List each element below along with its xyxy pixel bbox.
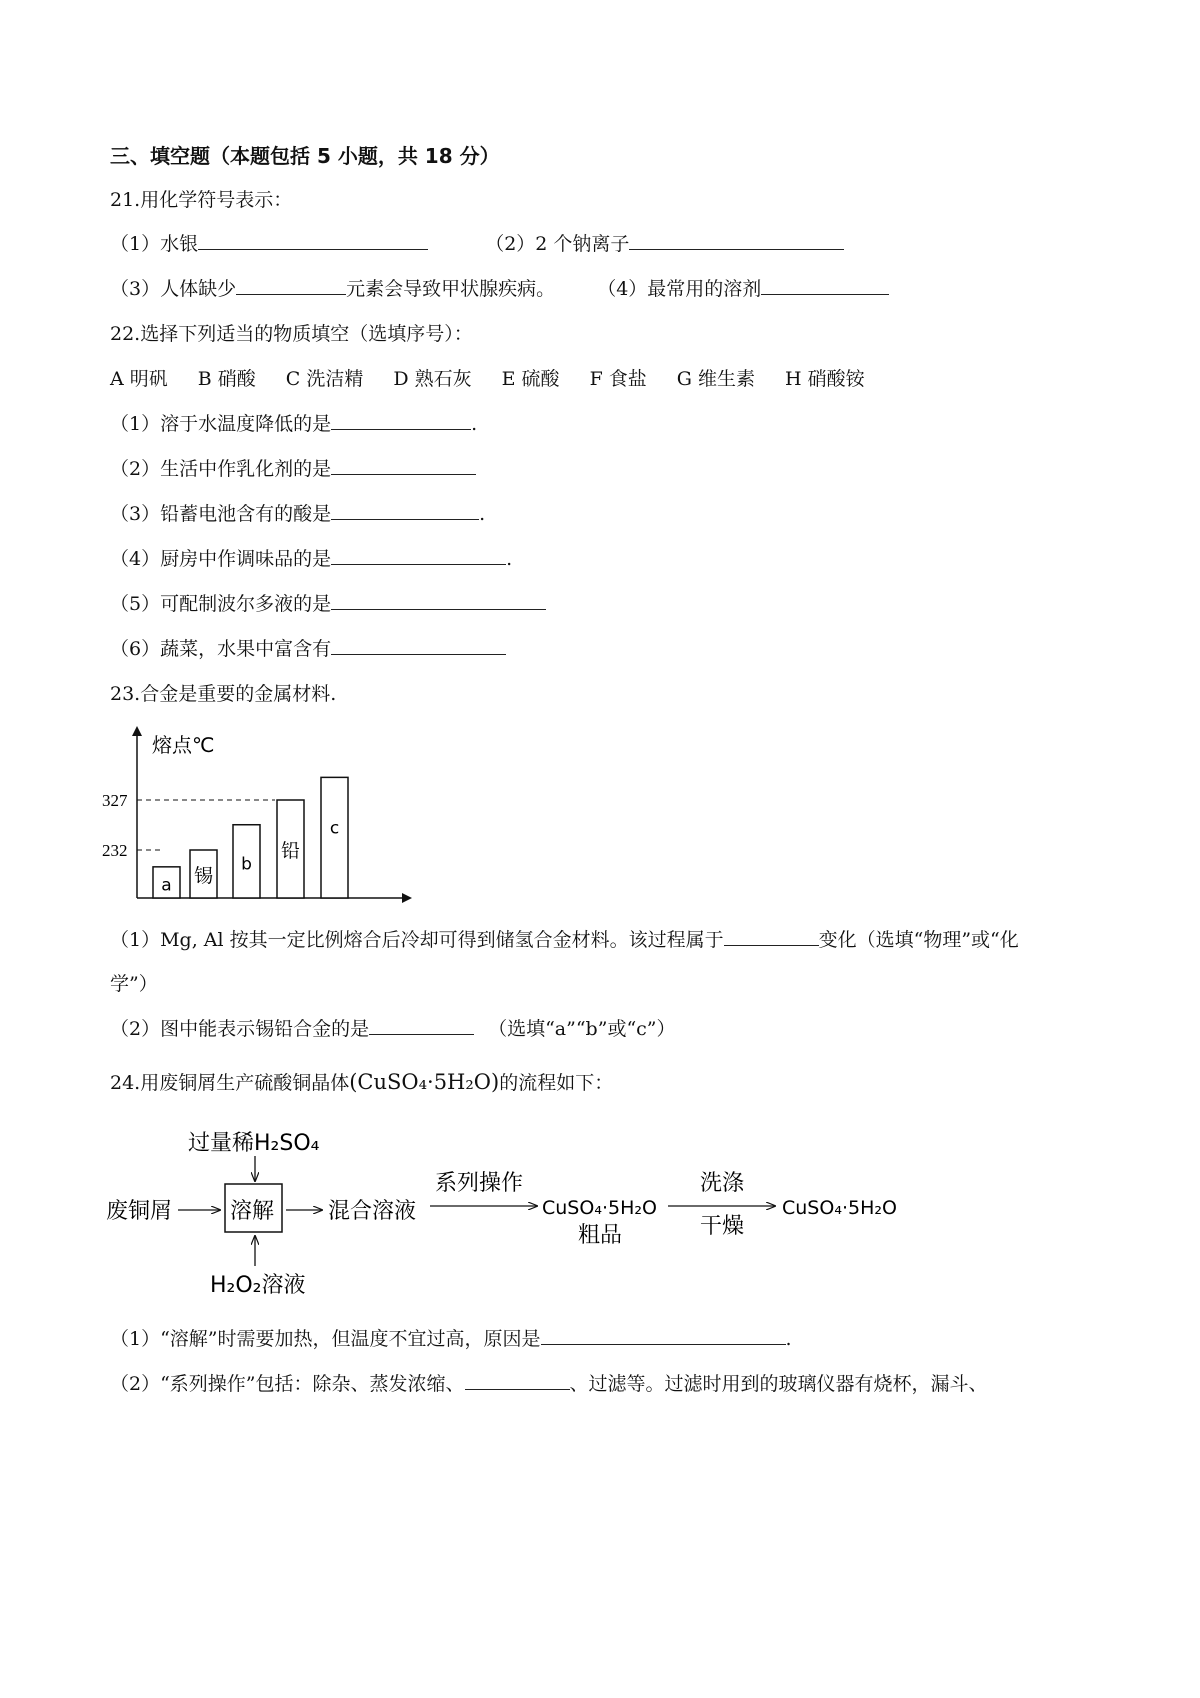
answer-blank[interactable] bbox=[236, 276, 346, 295]
q22-part-6-text: （6）蔬菜，水果中富含有 bbox=[110, 638, 332, 660]
option-f: F 食盐 bbox=[589, 368, 647, 390]
answer-blank[interactable] bbox=[331, 456, 476, 475]
flow-start: 废铜屑 bbox=[106, 1199, 173, 1224]
q22-part-3-text: （3）铅蓄电池含有的酸是 bbox=[110, 503, 332, 525]
answer-blank[interactable] bbox=[331, 591, 546, 610]
answer-blank[interactable] bbox=[541, 1326, 786, 1345]
answer-blank[interactable] bbox=[369, 1016, 474, 1035]
answer-blank[interactable] bbox=[331, 501, 479, 520]
q23-p2 bbox=[110, 1015, 676, 1043]
answer-blank[interactable] bbox=[761, 276, 889, 295]
period: . bbox=[785, 1328, 792, 1350]
q21-row1 bbox=[110, 230, 844, 258]
q22-part-4 bbox=[110, 545, 512, 573]
q22-part-6 bbox=[110, 635, 506, 663]
option-d: D 熟石灰 bbox=[393, 368, 472, 390]
q21-p3a: （3）人体缺少 bbox=[110, 278, 237, 300]
bar-label: b bbox=[241, 854, 252, 875]
option-a: A 明矾 bbox=[110, 368, 168, 390]
crude-label: 粗品 bbox=[578, 1223, 623, 1248]
melting-point-chart bbox=[100, 722, 430, 912]
step1-label: 系列操作 bbox=[435, 1171, 524, 1196]
answer-blank[interactable] bbox=[331, 636, 506, 655]
answer-blank[interactable] bbox=[331, 411, 471, 430]
bar-label: c bbox=[329, 818, 340, 839]
q24-stem-b: 的流程如下： bbox=[499, 1072, 614, 1094]
final-product: CuSO₄·5H₂O bbox=[782, 1197, 897, 1219]
answer-blank[interactable] bbox=[629, 231, 844, 250]
y-tick-label: 232 bbox=[102, 841, 128, 860]
process-flow-diagram bbox=[100, 1118, 920, 1308]
q23-p1-cont: 学”） bbox=[110, 973, 158, 995]
q24-p1-text: （1）“溶解”时需要加热，但温度不宜过高，原因是 bbox=[110, 1328, 541, 1350]
q24-p2 bbox=[110, 1370, 988, 1398]
q23-p2-text-b: （选填“a”“b”或“c”） bbox=[488, 1018, 676, 1040]
option-b: B 硝酸 bbox=[197, 368, 256, 390]
q24-p2-text-a: （2）“系列操作”包括：除杂、蒸发浓缩、 bbox=[110, 1373, 465, 1395]
q22-options bbox=[110, 365, 895, 393]
q24-formula: (CuSO₄·5H₂O) bbox=[349, 1070, 500, 1094]
period: . bbox=[471, 413, 478, 435]
section-title: 三、填空题（本题包括 5 小题，共 18 分） bbox=[110, 144, 500, 168]
period: . bbox=[479, 503, 486, 525]
bar-label: a bbox=[161, 875, 172, 896]
q23-p1-text-a: （1）Mg, Al 按其一定比例熔合后冷却可得到储氢合金材料。该过程属于 bbox=[110, 929, 724, 951]
q23-p1 bbox=[110, 926, 1019, 954]
q22-part-2 bbox=[110, 455, 476, 483]
q24-stem-a: 24.用废铜屑生产硫酸铜晶体 bbox=[110, 1072, 350, 1094]
y-tick-label: 327 bbox=[102, 791, 128, 810]
q21-p3b: 元素会导致甲状腺疾病。 bbox=[346, 278, 556, 300]
q21-stem: 21.用化学符号表示： bbox=[110, 189, 293, 211]
reagent-bottom: H₂O₂溶液 bbox=[210, 1273, 306, 1298]
answer-blank[interactable] bbox=[724, 927, 819, 946]
q24-stem bbox=[110, 1068, 613, 1097]
period: . bbox=[506, 548, 513, 570]
q21-p1: （1）水银 bbox=[110, 233, 199, 255]
bar-label: 锡 bbox=[193, 865, 214, 887]
answer-blank[interactable] bbox=[465, 1371, 570, 1390]
q23-p2-text-a: （2）图中能表示锡铅合金的是 bbox=[110, 1018, 370, 1040]
q22-part-5 bbox=[110, 590, 546, 618]
answer-blank[interactable] bbox=[198, 231, 428, 250]
q22-part-3 bbox=[110, 500, 485, 528]
q22-part-2-text: （2）生活中作乳化剂的是 bbox=[110, 458, 332, 480]
option-c: C 洗洁精 bbox=[285, 368, 364, 390]
step2-bottom: 干燥 bbox=[700, 1214, 745, 1239]
y-axis-label: 熔点℃ bbox=[152, 733, 215, 757]
q22-part-5-text: （5）可配制波尔多液的是 bbox=[110, 593, 332, 615]
q21-row2 bbox=[110, 275, 889, 303]
option-e: E 硫酸 bbox=[501, 368, 560, 390]
q24-p1 bbox=[110, 1325, 792, 1353]
dissolve-label: 溶解 bbox=[230, 1199, 275, 1224]
step2-top: 洗涤 bbox=[700, 1171, 745, 1196]
mixed-solution: 混合溶液 bbox=[328, 1199, 417, 1224]
q22-part-1-text: （1）溶于水温度降低的是 bbox=[110, 413, 332, 435]
crude-product: CuSO₄·5H₂O bbox=[542, 1197, 657, 1219]
answer-blank[interactable] bbox=[331, 546, 506, 565]
q23-p1-text-b: 变化（选填“物理”或“化 bbox=[818, 929, 1019, 951]
q22-stem: 22.选择下列适当的物质填空（选填序号）： bbox=[110, 323, 473, 345]
q21-p4: （4）最常用的溶剂 bbox=[597, 278, 762, 300]
q22-part-4-text: （4）厨房中作调味品的是 bbox=[110, 548, 332, 570]
q22-part-1 bbox=[110, 410, 477, 438]
bar-label: 铅 bbox=[280, 840, 301, 862]
q21-p2: （2）2 个钠离子 bbox=[485, 233, 630, 255]
q23-stem: 23.合金是重要的金属材料. bbox=[110, 683, 337, 705]
option-g: G 维生素 bbox=[676, 368, 756, 390]
reagent-top: 过量稀H₂SO₄ bbox=[188, 1131, 320, 1156]
option-h: H 硝酸铵 bbox=[785, 368, 865, 390]
q24-p2-text-b: 、过滤等。过滤时用到的玻璃仪器有烧杯，漏斗、 bbox=[569, 1373, 988, 1395]
